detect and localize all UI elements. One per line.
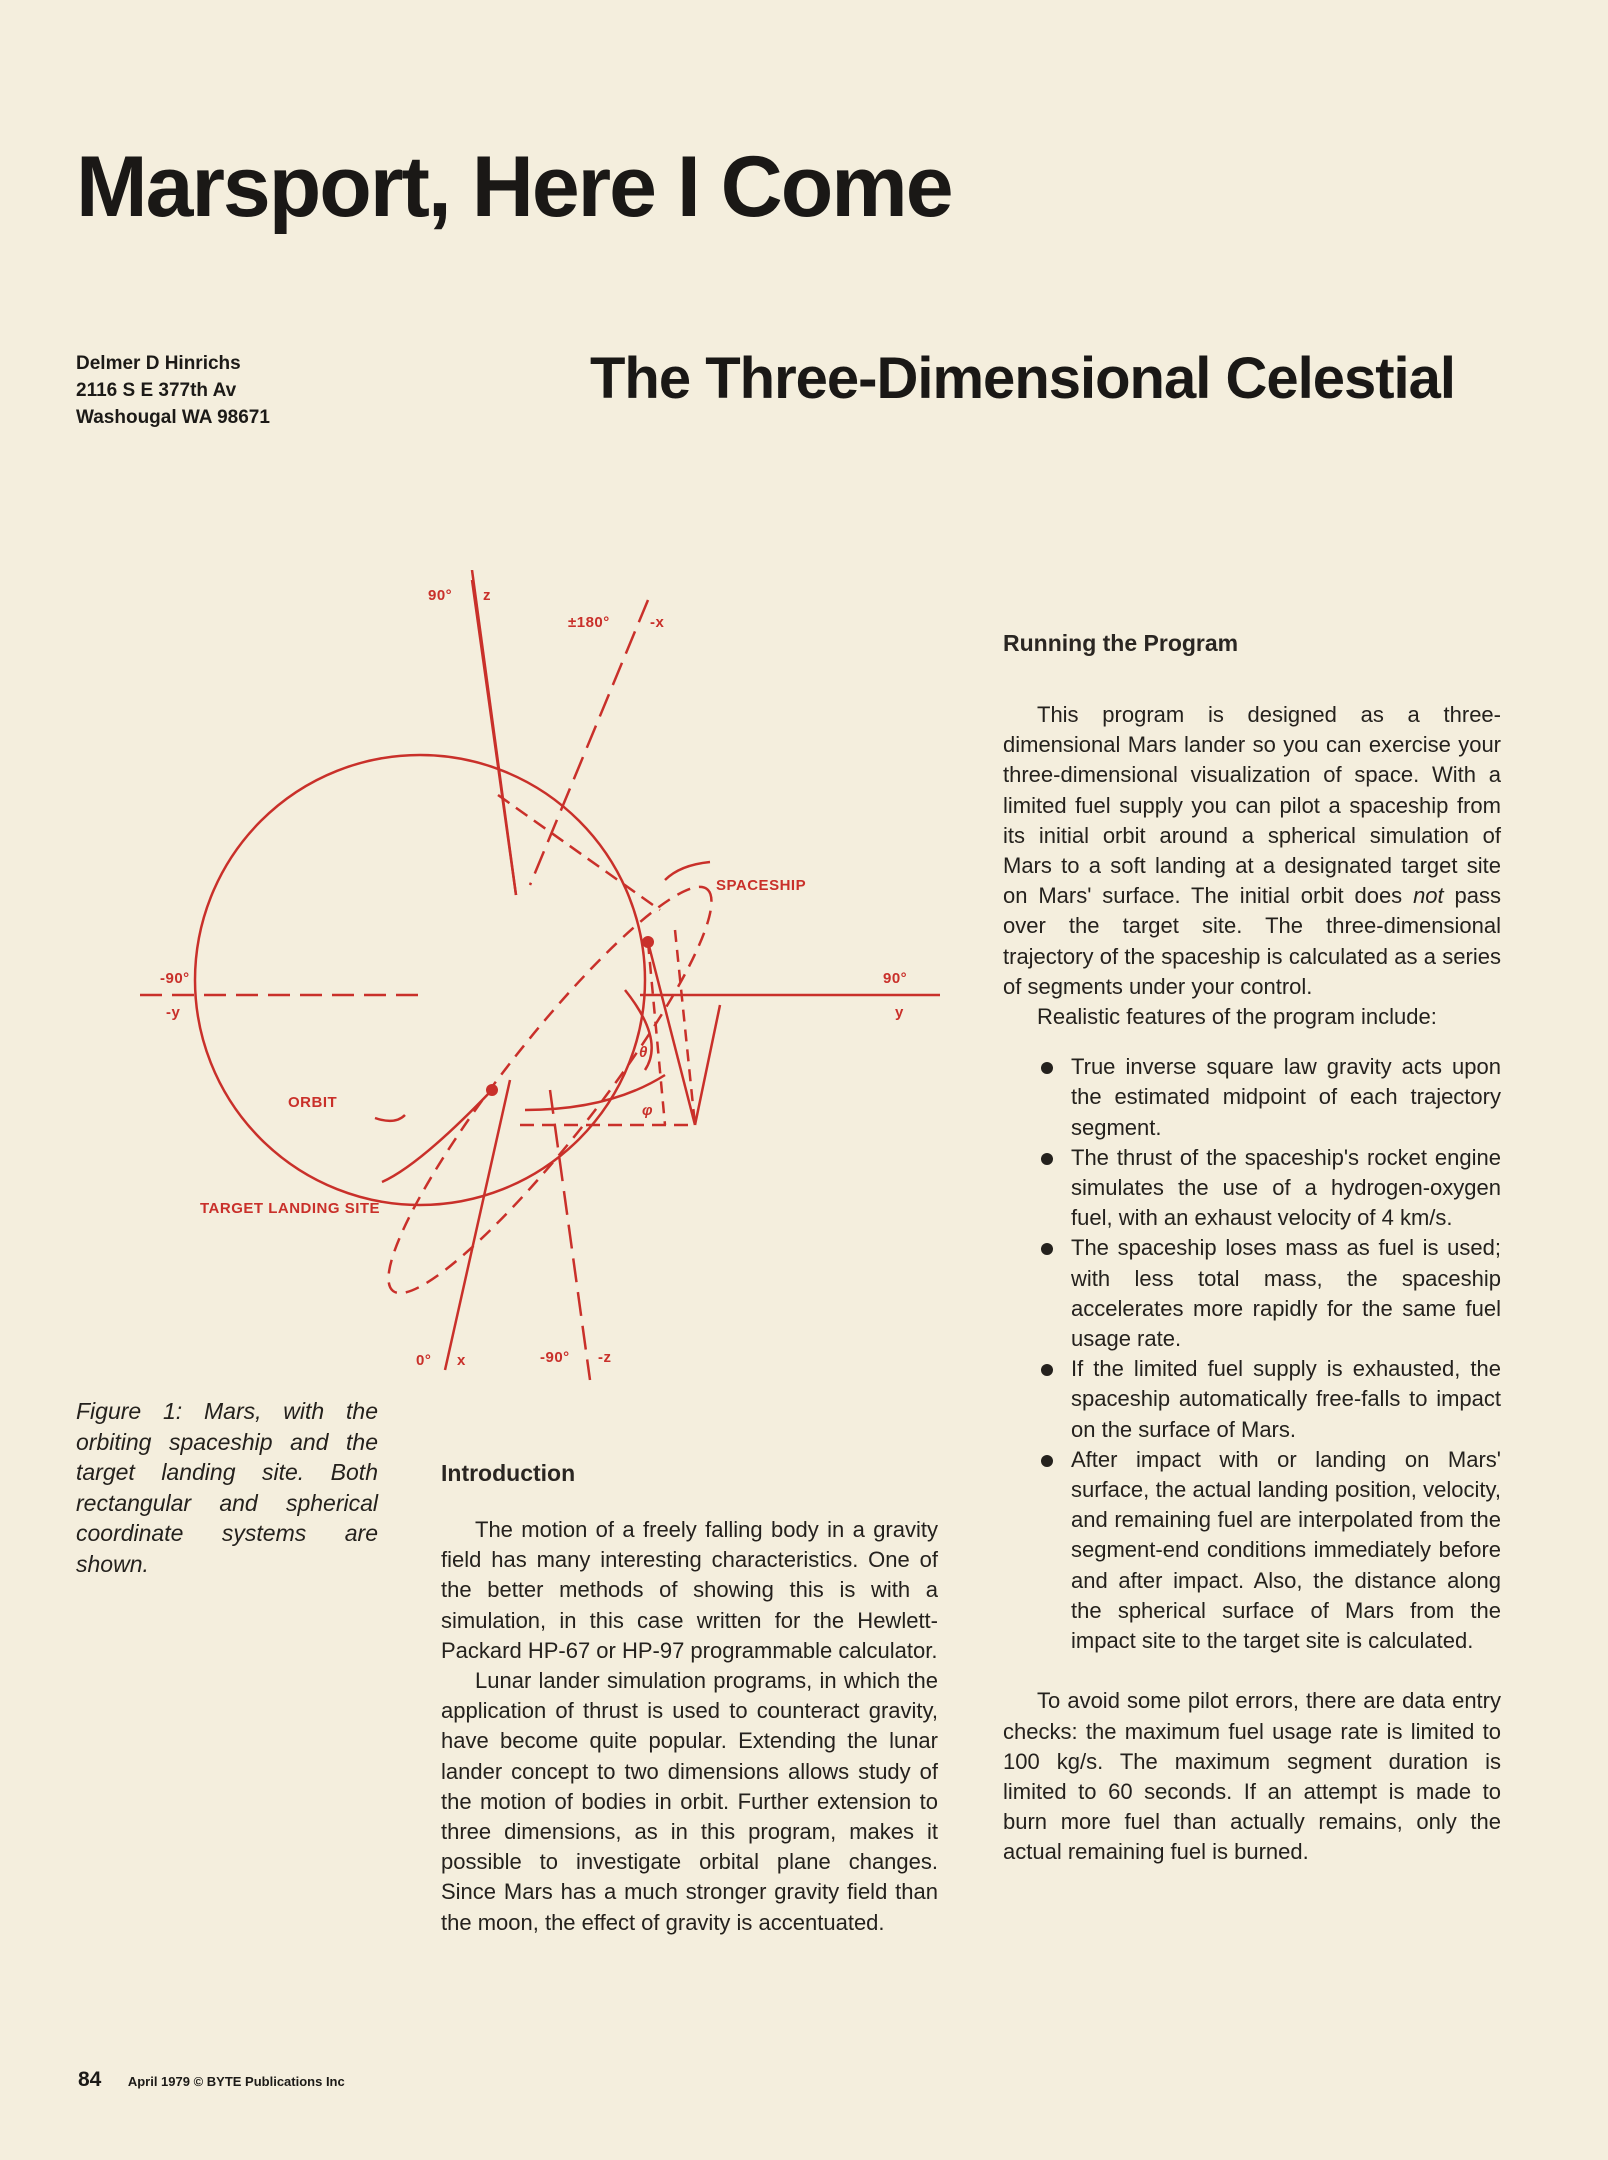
- intro-paragraph-2: Lunar lander simulation programs, in which the application of thrust is used to counteract gravity, have become quite popular. Extending the lunar lander concept to two dimensions allows study of the motion of bodies in orbit. Further extension to three dimensions, as in this program, makes it possible to investigate orbital plane changes. Since Mars has a much stronger gravity field than the moon, the effect of gravity is accentuated.: [441, 1668, 938, 1935]
- label-y-axis: y: [895, 1004, 904, 1021]
- bullet-icon: [1041, 1364, 1053, 1376]
- label-neg-x-angle: ±180°: [568, 614, 610, 631]
- label-neg-y-axis: -y: [166, 1004, 181, 1021]
- list-item: If the limited fuel supply is exhausted, the spaceship automatically free-falls to impact on the surface of Mars.: [1003, 1354, 1501, 1445]
- article-title: Marsport, Here I Come: [76, 139, 952, 235]
- intro-paragraph-1: The motion of a freely falling body in a gravity field has many interesting characteristics. One of the better methods of showing this is with a simulation, in this case written for the Hewlett-Packard HP-67 or HP-97 programmable calculator.: [441, 1517, 938, 1663]
- label-neg-y-angle: -90°: [160, 970, 190, 987]
- label-neg-z-angle: -90°: [540, 1349, 570, 1366]
- label-y-angle: 90°: [883, 970, 908, 987]
- author-street: 2116 S E 377th Av: [76, 380, 237, 401]
- bullet-icon: [1041, 1243, 1053, 1255]
- x-axis-negative: [530, 600, 648, 885]
- label-spaceship: SPACESHIP: [716, 877, 807, 894]
- label-z-angle: 90°: [428, 587, 453, 604]
- list-item: The thrust of the spaceship's rocket engine simulates the use of a hydrogen-oxygen fuel, with an exhaust velocity of 4 km/s.: [1003, 1143, 1501, 1234]
- author-name: Delmer D Hinrichs: [76, 353, 241, 374]
- mars-coordinate-figure: [120, 570, 980, 1430]
- mars-circle: [195, 755, 645, 1205]
- running-body: [1003, 700, 1501, 1868]
- running-paragraph-1: This program is designed as a three-dimensional Mars lander so you can exercise your three-dimensional visualization of space. With a limited fuel supply you can pilot a spaceship from its initial orbit around a spherical simulation of Mars to a soft landing at a designated target site on Mars' surface. The initial orbit does not pass over the target site. The three-dimensional trajectory of the spaceship is calculated as a series of segments under your control.: [1003, 702, 1501, 999]
- article-subtitle: The Three-Dimensional Celestial: [590, 346, 1456, 411]
- label-orbit: ORBIT: [288, 1094, 338, 1111]
- label-neg-z-axis: -z: [598, 1349, 612, 1366]
- list-item: After impact with or landing on Mars' surface, the actual landing position, velocity, and remaining fuel are interpolated from the segment-end conditions immediately before and after impact. Also, the distance along the spherical surface of Mars from the impact site to the target site is calculated.: [1003, 1445, 1501, 1656]
- label-neg-x-axis: -x: [650, 614, 665, 631]
- running-paragraph-3: To avoid some pilot errors, there are data entry checks: the maximum fuel usage rate is limited to 100 kg/s. The maximum segment duration is limited to 60 seconds. If an attempt is made to burn more fuel than actually remains, only the actual remaining fuel is burned.: [1003, 1688, 1501, 1865]
- list-item: The spaceship loses mass as fuel is used; with less total mass, the spaceship accelerates more rapidly for the same fuel usage rate.: [1003, 1233, 1501, 1354]
- page-number: 84: [78, 2068, 102, 2091]
- running-heading: Running the Program: [1003, 630, 1239, 656]
- footer-credit: April 1979 © BYTE Publications Inc: [127, 2074, 345, 2089]
- label-phi: φ: [642, 1102, 654, 1119]
- introduction-body: [441, 1515, 938, 1938]
- bullet-icon: [1041, 1062, 1053, 1074]
- spaceship-marker: [642, 936, 654, 948]
- target-site-marker: [486, 1084, 498, 1096]
- label-z-axis: z: [483, 587, 491, 604]
- list-item: True inverse square law gravity acts upon the estimated midpoint of each trajectory segment.: [1003, 1052, 1501, 1143]
- features-list: [1003, 1052, 1501, 1656]
- emphasis-not: not: [1413, 883, 1444, 909]
- running-paragraph-2: Realistic features of the program include:: [1037, 1004, 1437, 1030]
- x-axis-positive: [445, 1080, 510, 1370]
- author-block: [76, 350, 270, 431]
- label-target-landing-site: TARGET LANDING SITE: [200, 1200, 381, 1217]
- label-x-angle: 0°: [416, 1352, 432, 1369]
- bullet-icon: [1041, 1455, 1053, 1467]
- figure-caption: Figure 1: Mars, with the orbiting spaceship and the target landing site. Both rectangular and spherical coordinate systems are shown.: [76, 1398, 378, 1577]
- label-theta: θ: [639, 1044, 648, 1061]
- author-city: Washougal WA 98671: [76, 407, 270, 428]
- introduction-heading: Introduction: [441, 1460, 576, 1486]
- label-x-axis: x: [457, 1352, 466, 1369]
- bullet-icon: [1041, 1153, 1053, 1165]
- page-footer: [78, 2068, 345, 2092]
